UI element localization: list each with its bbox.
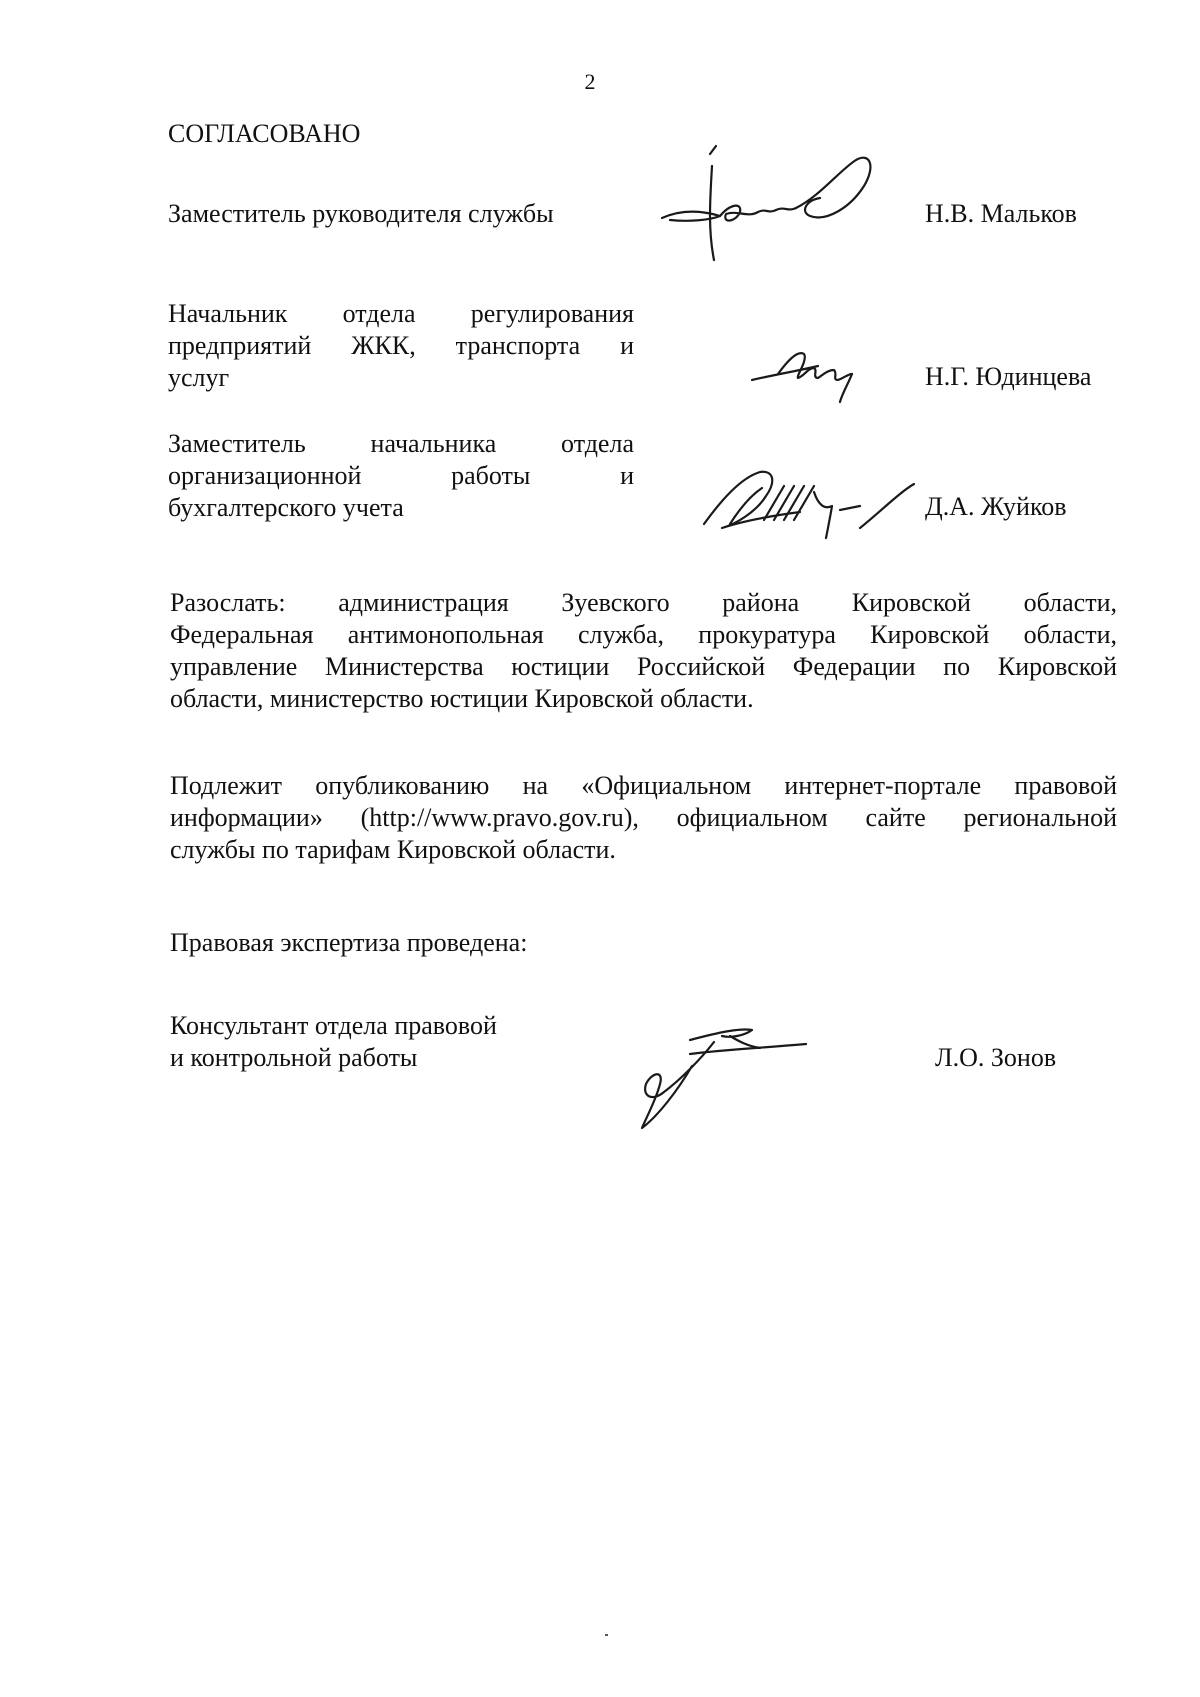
signature-yudintseva: [748, 340, 888, 410]
legal-review-position-line: Консультант отдела правовой: [170, 1011, 497, 1040]
publication-paragraph: [170, 770, 1117, 866]
distribution-line: Разослать: администрация Зуевского района Кировской области,: [170, 588, 1117, 617]
signatory-3-position-line: бухгалтерского учета: [168, 493, 404, 522]
signatory-3-position: [168, 428, 634, 524]
signatory-3-position-line: организационной работы и: [168, 461, 634, 490]
signature-zonov: [630, 1010, 820, 1140]
publication-line: Подлежит опубликованию на «Официальном интернет-портале правовой: [170, 771, 1117, 800]
legal-review-name: Л.О. Зонов: [935, 1043, 1057, 1072]
signatory-2-name: Н.Г. Юдинцева: [925, 362, 1092, 391]
legal-review-position-line: и контрольной работы: [170, 1043, 418, 1072]
distribution-line: управление Министерства юстиции Российской Федерации по Кировской: [170, 652, 1117, 681]
signatory-2-position-line: предприятий ЖКК, транспорта и: [168, 331, 634, 360]
legal-review-heading: Правовая экспертиза проведена:: [170, 928, 528, 957]
signatory-2-position: [168, 298, 634, 394]
signature-zhuikov: [700, 462, 940, 552]
signatory-3-position-line: Заместитель начальника отдела: [168, 429, 634, 458]
page-number: 2: [584, 69, 596, 94]
signatory-2-position-line: Начальник отдела регулирования: [168, 299, 634, 328]
signatory-1-name: Н.В. Мальков: [925, 199, 1077, 228]
distribution-paragraph: [170, 587, 1117, 715]
distribution-line: области, министерство юстиции Кировской области.: [170, 684, 754, 713]
publication-line: информации» (http://www.pravo.gov.ru), официальном сайте региональной: [170, 803, 1117, 832]
signatory-3-name: Д.А. Жуйков: [925, 492, 1067, 521]
approval-heading: СОГЛАСОВАНО: [168, 119, 361, 148]
publication-line: службы по тарифам Кировской области.: [170, 835, 616, 864]
scan-artifact: [605, 1634, 608, 1636]
distribution-line: Федеральная антимонопольная служба, прокуратура Кировской области,: [170, 620, 1117, 649]
signature-malkov: [650, 140, 920, 270]
signatory-1-position: Заместитель руководителя службы: [168, 199, 554, 228]
signatory-2-position-line: услуг: [168, 363, 230, 392]
